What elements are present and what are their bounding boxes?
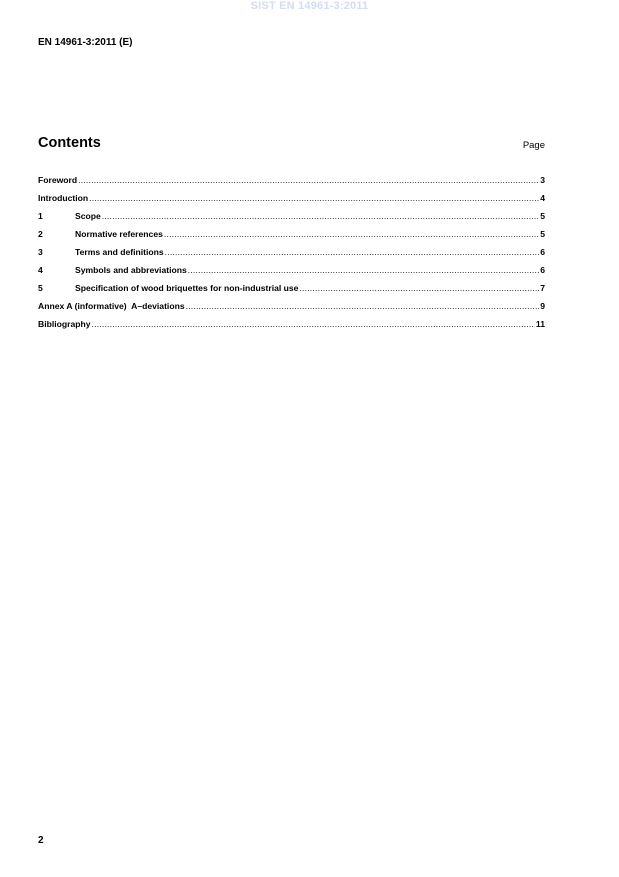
contents-heading: Contents xyxy=(38,135,101,151)
toc-entry-title: Introduction xyxy=(38,193,89,203)
toc-entry-symbols-and-abbreviations[interactable] xyxy=(38,265,545,283)
toc-entry-title: Symbols and abbreviations xyxy=(75,265,187,275)
toc-leader-dots xyxy=(188,265,539,275)
toc-entry-title: Bibliography xyxy=(38,319,91,329)
toc-entry-title: Scope xyxy=(75,211,101,221)
toc-leader-dots xyxy=(102,211,539,221)
toc-leader-dots xyxy=(186,301,540,311)
toc-entry-page: 9 xyxy=(540,301,545,311)
toc-leader-dots xyxy=(89,193,539,203)
toc-entry-page: 6 xyxy=(540,265,545,275)
toc-entry-page: 5 xyxy=(540,229,545,239)
page-number: 2 xyxy=(38,835,44,846)
toc-leader-dots xyxy=(165,247,540,257)
toc-entry-normative-references[interactable] xyxy=(38,229,545,247)
document-identifier: EN 14961-3:2011 (E) xyxy=(38,37,133,48)
toc-entry-number: 1 xyxy=(38,211,43,221)
toc-entry-page: 5 xyxy=(540,211,545,221)
watermark: SIST EN 14961-3:2011 xyxy=(250,0,369,12)
toc-leader-dots xyxy=(299,283,539,293)
toc-entry-number: 5 xyxy=(38,283,43,293)
toc-entry-number: 4 xyxy=(38,265,43,275)
toc-entry-terms-and-definitions[interactable] xyxy=(38,247,545,265)
toc-leader-dots xyxy=(92,319,535,329)
toc-entry-title: Annex A (informative) A–deviations xyxy=(38,301,185,311)
toc-entry-page: 3 xyxy=(540,175,545,185)
toc-entry-title: Normative references xyxy=(75,229,163,239)
toc-entry-page: 7 xyxy=(540,283,545,293)
toc-entry-title: Specification of wood briquettes for non-industrial use xyxy=(75,283,299,293)
toc-entry-bibliography[interactable] xyxy=(38,319,545,337)
toc-entry-specification[interactable] xyxy=(38,283,545,301)
toc-entry-number: 2 xyxy=(38,229,43,239)
toc-entry-page: 4 xyxy=(540,193,545,203)
page-column-label: Page xyxy=(522,140,545,151)
toc-leader-dots xyxy=(78,175,539,185)
toc-entry-number: 3 xyxy=(38,247,43,257)
toc-entry-page: 11 xyxy=(535,319,545,329)
toc-entry-scope[interactable] xyxy=(38,211,545,229)
toc-entry-title: Foreword xyxy=(38,175,78,185)
toc-leader-dots xyxy=(164,229,539,239)
table-of-contents xyxy=(38,175,545,337)
toc-entry-annex-a[interactable] xyxy=(38,301,545,319)
toc-entry-page: 6 xyxy=(540,247,545,257)
toc-entry-introduction[interactable] xyxy=(38,193,545,211)
toc-entry-title: Terms and definitions xyxy=(75,247,164,257)
toc-entry-foreword[interactable] xyxy=(38,175,545,193)
